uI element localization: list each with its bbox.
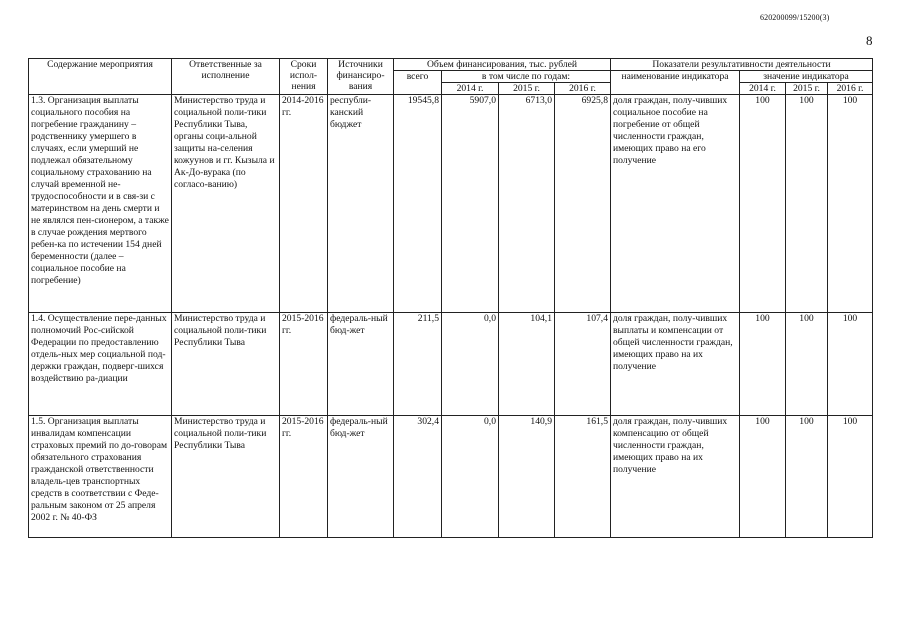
cell-value-2014: 100 [740,95,786,313]
cell-funding-2016: 107,4 [555,313,611,416]
header-row-1 [29,59,873,71]
cell-value-2016: 100 [828,313,873,416]
cell-terms: 2015-2016 гг. [280,313,328,416]
cell-value-2014: 100 [740,416,786,538]
cell-value-2015: 100 [786,313,828,416]
cell-value-2016: 100 [828,95,873,313]
cell-indicator: доля граждан, полу-чивших социальное пособие на погребение от общей численности граждан, имеющих право на его получение [611,95,740,313]
header-indicator-name: наименование индикатора [611,71,740,95]
header-funding-2015: 2015 г. [499,83,555,95]
cell-funding-2015: 140,9 [499,416,555,538]
cell-source: федераль-ный бюд-жет [328,313,394,416]
cell-terms: 2015-2016 гг. [280,416,328,538]
header-content: Содержание мероприятия [29,59,172,95]
cell-funding-2015: 104,1 [499,313,555,416]
header-responsible: Ответственные за исполнение [172,59,280,95]
header-terms: Сроки испол-нения [280,59,328,95]
cell-value-2016: 100 [828,416,873,538]
header-value-2014: 2014 г. [740,83,786,95]
cell-funding-2014: 0,0 [442,416,499,538]
page-number: 8 [866,33,873,48]
table-row [29,313,873,416]
table-row [29,416,873,538]
cell-funding-2016: 161,5 [555,416,611,538]
header-funding-2014: 2014 г. [442,83,499,95]
cell-value-2015: 100 [786,95,828,313]
program-table [28,58,873,538]
cell-funding-2014: 0,0 [442,313,499,416]
header-sources: Источники финансиро-вания [328,59,394,95]
header-funding-2016: 2016 г. [555,83,611,95]
cell-responsible: Министерство труда и социальной поли-тики Республики Тыва [172,416,280,538]
cell-indicator: доля граждан, полу-чивших компенсацию от общей численности граждан, имеющих право на их получение [611,416,740,538]
header-value-2016: 2016 г. [828,83,873,95]
header-by-years: в том числе по годам: [442,71,611,83]
cell-source: республи-канский бюджет [328,95,394,313]
cell-total: 211,5 [394,313,442,416]
header-funding-group: Объем финансирования, тыс. рублей [394,59,611,71]
table-row [29,95,873,313]
header-indicator-value: значение индикатора [740,71,873,83]
cell-funding-2014: 5907,0 [442,95,499,313]
cell-indicator: доля граждан, полу-чивших выплаты и компенсации от общей численности граждан, имеющих право на их получение [611,313,740,416]
header-indicators-group: Показатели результативности деятельности [611,59,873,71]
cell-responsible: Министерство труда и социальной поли-тики Республики Тыва [172,313,280,416]
cell-funding-2015: 6713,0 [499,95,555,313]
cell-source: федераль-ный бюд-жет [328,416,394,538]
cell-terms: 2014-2016 гг. [280,95,328,313]
cell-content: 1.3. Организация выплаты социального пособия на погребение гражданину – родственнику умершего в случаях, если умерший не подлежал обязательному социальному страхованию на случай временной не-трудоспособности и в свя-зи с материнством на день смерти и не являлся пен-сионером, а также в случае рождения мертвого ребен-ка по истечении 154 дней беременности (далее – социальное пособие на погребение) [29,95,172,313]
cell-content: 1.5. Организация выплаты инвалидам компенсации страховых премий по до-говорам обязательного страхования гражданской ответственности владель-цев транспортных средств в соответствии с Феде-ральным законом от 25 апреля 2002 г. № 40-ФЗ [29,416,172,538]
document-id: 620200099/15200(3) [760,13,830,22]
cell-funding-2016: 6925,8 [555,95,611,313]
cell-content: 1.4. Осуществление пере-данных полномочий Рос-сийской Федерации по предоставлению отдель-ных мер социальной под-держки граждан, подверг-шихся воздействию ра-диации [29,313,172,416]
header-value-2015: 2015 г. [786,83,828,95]
cell-value-2015: 100 [786,416,828,538]
cell-responsible: Министерство труда и социальной поли-тики Республики Тыва, органы соци-альной защиты на-селения кожуунов и гг. Кызыла и Ак-До-вурака (по согласо-ванию) [172,95,280,313]
cell-total: 19545,8 [394,95,442,313]
cell-total: 302,4 [394,416,442,538]
header-total: всего [394,71,442,95]
cell-value-2014: 100 [740,313,786,416]
